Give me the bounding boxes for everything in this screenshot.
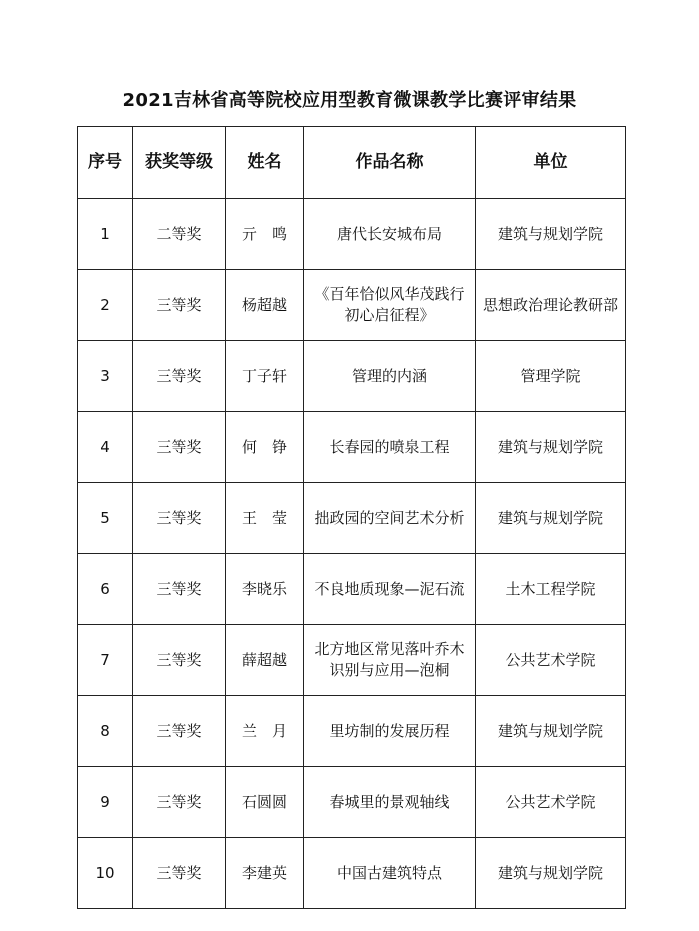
cell-work: 中国古建筑特点 xyxy=(304,838,476,909)
cell-no: 1 xyxy=(78,199,133,270)
cell-name: 石圆圆 xyxy=(226,767,304,838)
cell-award: 三等奖 xyxy=(133,483,226,554)
table-row xyxy=(78,696,626,767)
cell-no: 8 xyxy=(78,696,133,767)
cell-award: 三等奖 xyxy=(133,412,226,483)
document-title: 2021吉林省高等院校应用型教育微课教学比赛评审结果 xyxy=(122,90,577,111)
cell-unit: 建筑与规划学院 xyxy=(476,412,626,483)
table-row xyxy=(78,838,626,909)
cell-work: 《百年恰似风华茂践行初心启征程》 xyxy=(304,270,476,341)
header-no: 序号 xyxy=(78,127,133,199)
cell-award: 三等奖 xyxy=(133,341,226,412)
header-award: 获奖等级 xyxy=(133,127,226,199)
cell-unit: 建筑与规划学院 xyxy=(476,483,626,554)
cell-award: 三等奖 xyxy=(133,625,226,696)
cell-no: 6 xyxy=(78,554,133,625)
table-header-row xyxy=(78,127,626,199)
table-row xyxy=(78,554,626,625)
cell-work: 唐代长安城布局 xyxy=(304,199,476,270)
cell-no: 2 xyxy=(78,270,133,341)
cell-no: 3 xyxy=(78,341,133,412)
cell-work: 长春园的喷泉工程 xyxy=(304,412,476,483)
cell-work: 拙政园的空间艺术分析 xyxy=(304,483,476,554)
cell-unit: 建筑与规划学院 xyxy=(476,838,626,909)
cell-work: 里坊制的发展历程 xyxy=(304,696,476,767)
cell-award: 二等奖 xyxy=(133,199,226,270)
cell-name: 杨超越 xyxy=(226,270,304,341)
cell-award: 三等奖 xyxy=(133,554,226,625)
cell-unit: 土木工程学院 xyxy=(476,554,626,625)
table-row xyxy=(78,483,626,554)
cell-name: 兰 月 xyxy=(226,696,304,767)
results-table xyxy=(77,126,626,909)
header-work: 作品名称 xyxy=(304,127,476,199)
cell-work: 北方地区常见落叶乔木识别与应用—泡桐 xyxy=(304,625,476,696)
header-name: 姓名 xyxy=(226,127,304,199)
cell-unit: 管理学院 xyxy=(476,341,626,412)
cell-no: 4 xyxy=(78,412,133,483)
cell-name: 李晓乐 xyxy=(226,554,304,625)
cell-no: 9 xyxy=(78,767,133,838)
cell-name: 薛超越 xyxy=(226,625,304,696)
table-row xyxy=(78,270,626,341)
cell-work: 管理的内涵 xyxy=(304,341,476,412)
cell-no: 5 xyxy=(78,483,133,554)
cell-unit: 思想政治理论教研部 xyxy=(476,270,626,341)
cell-award: 三等奖 xyxy=(133,838,226,909)
cell-award: 三等奖 xyxy=(133,270,226,341)
cell-unit: 建筑与规划学院 xyxy=(476,696,626,767)
cell-work: 春城里的景观轴线 xyxy=(304,767,476,838)
cell-name: 亓 鸣 xyxy=(226,199,304,270)
table-row xyxy=(78,412,626,483)
cell-name: 何 铮 xyxy=(226,412,304,483)
table-row xyxy=(78,767,626,838)
cell-name: 王 莹 xyxy=(226,483,304,554)
header-unit: 单位 xyxy=(476,127,626,199)
table-row xyxy=(78,341,626,412)
cell-award: 三等奖 xyxy=(133,767,226,838)
cell-no: 7 xyxy=(78,625,133,696)
table-row xyxy=(78,199,626,270)
cell-award: 三等奖 xyxy=(133,696,226,767)
cell-unit: 公共艺术学院 xyxy=(476,625,626,696)
cell-unit: 公共艺术学院 xyxy=(476,767,626,838)
cell-no: 10 xyxy=(78,838,133,909)
cell-name: 丁子轩 xyxy=(226,341,304,412)
cell-unit: 建筑与规划学院 xyxy=(476,199,626,270)
cell-work: 不良地质现象—泥石流 xyxy=(304,554,476,625)
cell-name: 李建英 xyxy=(226,838,304,909)
table-row xyxy=(78,625,626,696)
